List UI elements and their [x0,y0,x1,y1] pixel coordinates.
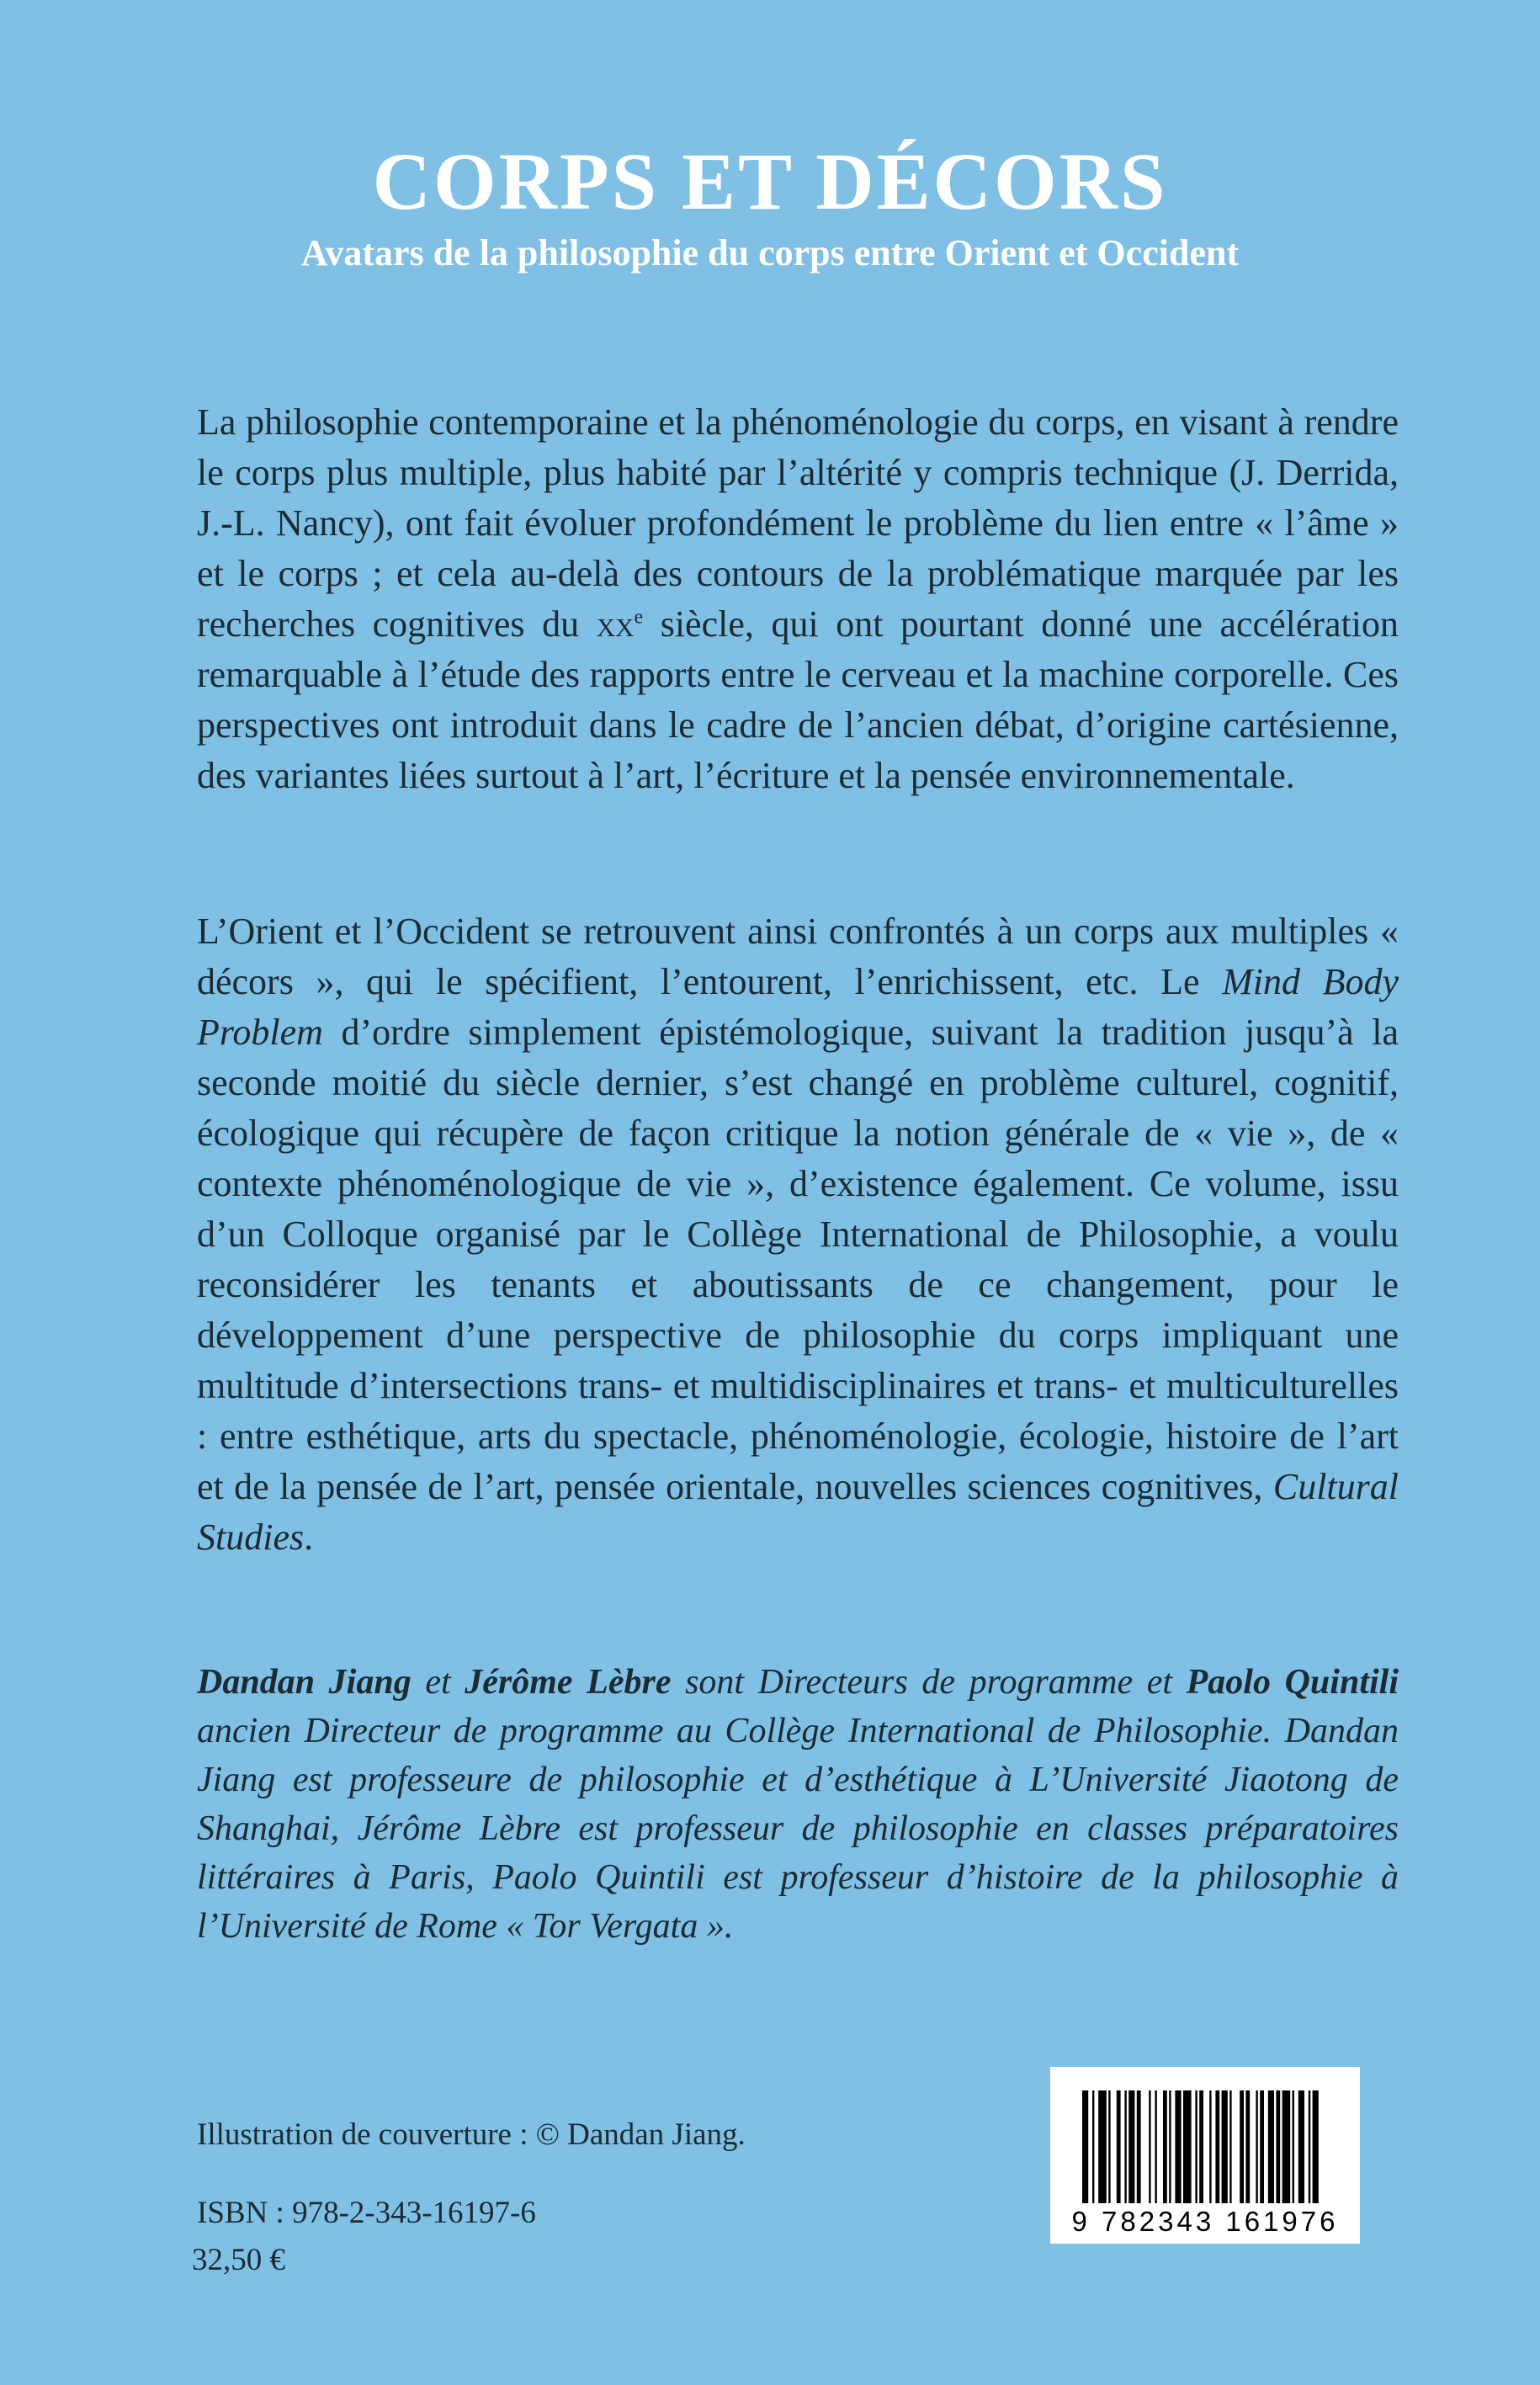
barcode-bar [1155,2090,1156,2203]
barcode-bar [1276,2090,1280,2203]
barcode-bar [1245,2090,1250,2203]
author-name-3: Paolo Quintili [1186,1663,1399,1702]
barcode-bar [1128,2090,1134,2203]
barcode-bar [1313,2090,1319,2203]
barcode-bars [1050,2067,1360,2210]
barcode-bar [1183,2090,1192,2203]
barcode-bar [1229,2090,1231,2203]
isbn: ISBN : 978-2-343-16197-6 [197,2196,536,2230]
authors-conj: et [411,1663,465,1702]
p2-part1: L’Orient et l’Occident se retrouvent ainsi confrontés à un corps aux multiples « décors », qui le spécifient, l’entourent, l’enrichissent, etc. Le [197,911,1399,1002]
cover-illustration-credit: Illustration de couverture : © Dandan Jiang. [197,2117,746,2152]
barcode-bar [1222,2090,1228,2203]
authors-text-2: ancien Directeur de programme au Collège International de Philosophie. Dandan Jiang est professeure de philosophie et d’esthétique à L’Université Jiaotong de Shanghai, Jérôme Lèbre est professeur de philosophie en classes préparatoires littéraires à Paris, Paolo Quintili est professeur d’histoire de la philosophie à l’Université de Rome « Tor Vergata ». [197,1712,1399,1946]
barcode-bar [1309,2090,1310,2203]
authors-paragraph [197,1658,1399,1951]
barcode-bar [1209,2090,1211,2203]
barcode-bar [1175,2090,1181,2203]
barcode [1050,2067,1360,2244]
barcode-bar [1293,2090,1294,2203]
p2-part2: d’ordre simplement épistémologique, suivant la tradition jusqu’à la seconde moitié du siècle dernier, s’est changé en problème culturel, cognitif, écologique qui récupère de façon critique la notion générale de « vie », de « contexte phénoménologique de vie », d’existence également. Ce volume, issu d’un Colloque organisé par le Collège International de Philosophie, a voulu reconsidérer les tenants et aboutissants de ce changement, pour le développement d’une perspective de philosophie du corps impliquant une multitude d’intersections trans- et multidisciplinaires et trans- et multiculturelles : entre esthétique, arts du spectacle, phénoménologie, écologie, histoire de l’art et de la pensée de l’art, pensée orientale, nouvelles sciences cognitives, [197,1012,1399,1507]
barcode-bar [1098,2090,1107,2203]
barcode-bar [1215,2090,1219,2203]
barcode-bar [1199,2090,1203,2203]
barcode-bar [1163,2090,1167,2203]
barcode-bar [1124,2090,1126,2203]
barcode-bar [1169,2090,1171,2203]
p2-italic-mind-body: Mind Body Problem [197,961,1399,1053]
summary-paragraph-1 [197,397,1399,801]
barcode-bar [1092,2090,1094,2203]
barcode-bar [1256,2090,1257,2203]
barcode-bar [1282,2090,1291,2203]
book-subtitle: Avatars de la philosophie du corps entre Orient et Occident [300,232,1240,274]
authors-text-1: sont Directeurs de programme et [671,1663,1187,1702]
summary-paragraph-2 [197,906,1399,1563]
p2-part3: . [304,1517,314,1558]
author-name-2: Jérôme Lèbre [465,1663,672,1702]
p2-italic-cultural-studies: Cultural Studies [197,1466,1399,1558]
barcode-number: 9 782343 161976 [1071,2206,1339,2237]
barcode-bar [1268,2090,1274,2203]
p1-text-before: La philosophie contemporaine et la phénoménologie du corps, en visant à rendre le corps plus multiple, plus habité par l’altérité y compris technique (J. Derrida, J.-L. Nancy), ont fait évoluer profondément le problème du lien entre « l’âme » et le corps ; et cela au-delà des contours de la problématique marquée par les recherches cognitives du [197,401,1399,645]
barcode-bar [1082,2090,1088,2203]
author-name-1: Dandan Jiang [197,1663,412,1702]
book-title: CORPS ET DÉCORS [372,136,1168,226]
barcode-bar [1240,2090,1244,2203]
barcode-bar [1137,2090,1141,2203]
p1-century-sup: e [634,606,644,629]
p1-century: xx [596,603,635,645]
barcode-bar [1195,2090,1197,2203]
barcode-bar [1117,2090,1121,2203]
price: 32,50 € [192,2243,285,2277]
barcode-bar [1298,2090,1304,2203]
barcode-bar [1108,2090,1110,2203]
barcode-bar [1260,2090,1264,2203]
barcode-bar [1149,2090,1150,2203]
p1-text-after: siècle, qui ont pourtant donné une accélération remarquable à l’étude des rapports entre le cerveau et la machine corporelle. Ces perspectives ont introduit dans le cadre de l’ancien débat, d’origine cartésienne, des variantes liées surtout à l’art, l’écriture et la pensée environnementale. [197,603,1399,796]
